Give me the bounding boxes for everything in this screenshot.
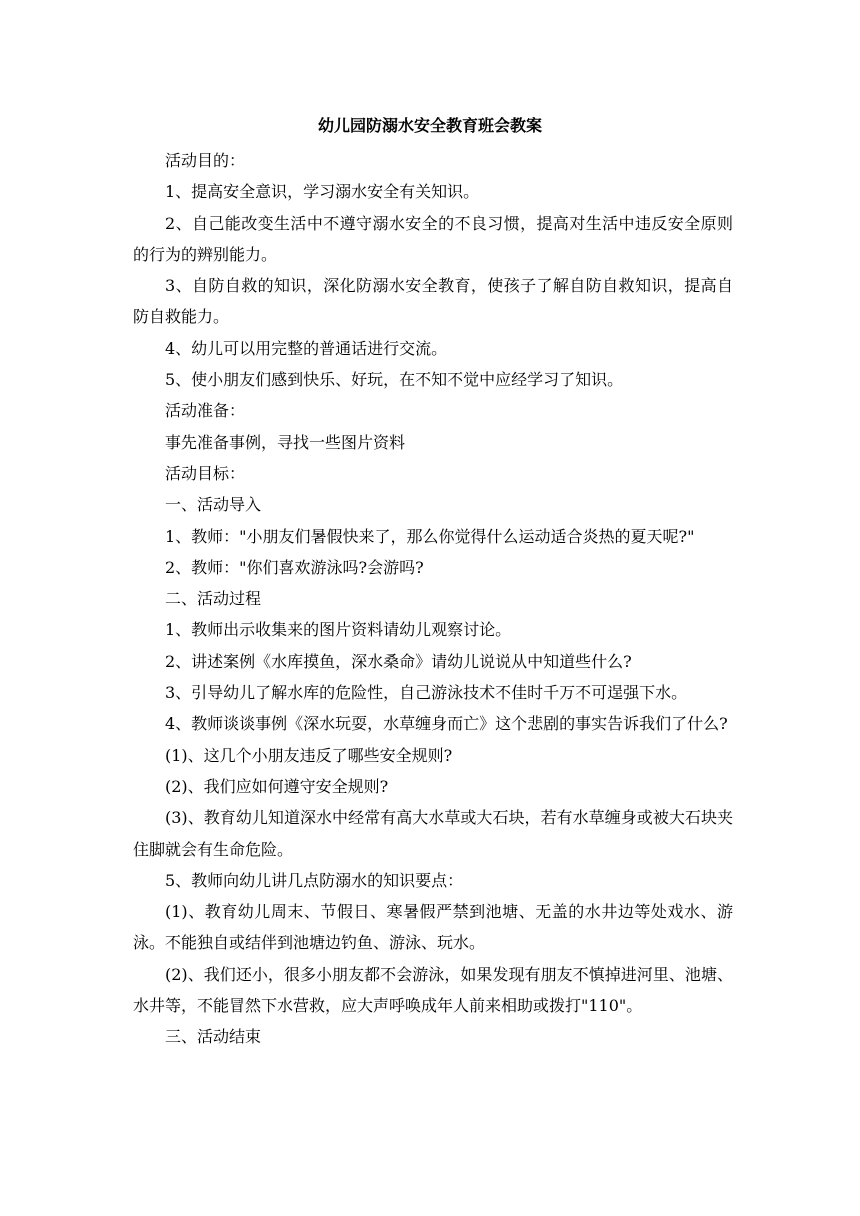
section-heading: 三、活动结束 — [165, 1027, 262, 1047]
paragraph: 事先准备事例，寻找一些图片资料 — [165, 432, 406, 452]
paragraph: 2、讲述案例《水库摸鱼，深水桑命》请幼儿说说从中知道些什么? — [165, 651, 632, 671]
paragraph: 1、教师："小朋友们暑假快来了，那么你觉得什么运动适合炎热的夏天呢?" — [165, 526, 695, 546]
paragraph: 5、教师向幼儿讲几点防溺水的知识要点： — [165, 870, 464, 890]
paragraph: (2)、我们应如何遵守安全规则? — [165, 776, 389, 796]
paragraph: (2)、我们还小，很多小朋友都不会游泳，如果发现有朋友不慎掉进河里、池塘、水井等，不能冒然下水营救，应大声呼唤成年人前来相助或拨打"110"。 — [133, 964, 733, 1016]
paragraph: (1)、这几个小朋友违反了哪些安全规则? — [165, 745, 453, 765]
paragraph: 3、引导幼儿了解水库的危险性，自己游泳技术不佳时千万不可逞强下水。 — [165, 683, 688, 703]
paragraph: 4、幼儿可以用完整的普通话进行交流。 — [165, 338, 448, 358]
paragraph: (1)、教育幼儿周末、节假日、寒暑假严禁到池塘、无盖的水井边等处戏水、游泳。不能独自或结伴到池塘边钓鱼、游泳、玩水。 — [133, 902, 733, 953]
paragraph: 5、使小朋友们感到快乐、好玩，在不知不觉中应经学习了知识。 — [165, 370, 624, 390]
paragraph: 1、提高安全意识，学习溺水安全有关知识。 — [165, 182, 480, 202]
paragraph: 2、自己能改变生活中不遵守溺水安全的不良习惯，提高对生活中违反安全原则的行为的辨别能力。 — [133, 213, 733, 264]
section-heading: 一、活动导入 — [165, 495, 262, 515]
paragraph: 1、教师出示收集来的图片资料请幼儿观察讨论。 — [165, 620, 512, 640]
paragraph: 3、自防自救的知识，深化防溺水安全教育，使孩子了解自防自救知识，提高自防自救能力。 — [133, 276, 733, 327]
section-heading: 活动目标： — [165, 463, 246, 483]
paragraph: 2、教师："你们喜欢游泳吗?会游吗? — [165, 557, 424, 577]
paragraph: 4、教师谈谈事例《深水玩耍，水草缠身而亡》这个悲剧的事实告诉我们了什么? — [165, 714, 728, 734]
document-body — [133, 145, 733, 1053]
document-title: 幼儿园防溺水安全教育班会教案 — [317, 116, 542, 135]
section-heading: 二、活动过程 — [165, 589, 262, 609]
section-heading: 活动目的： — [165, 151, 246, 170]
paragraph: (3)、教育幼儿知道深水中经常有高大水草或大石块，若有水草缠身或被大石块夹住脚就会有生命危险。 — [133, 808, 733, 859]
section-heading: 活动准备： — [165, 401, 246, 421]
